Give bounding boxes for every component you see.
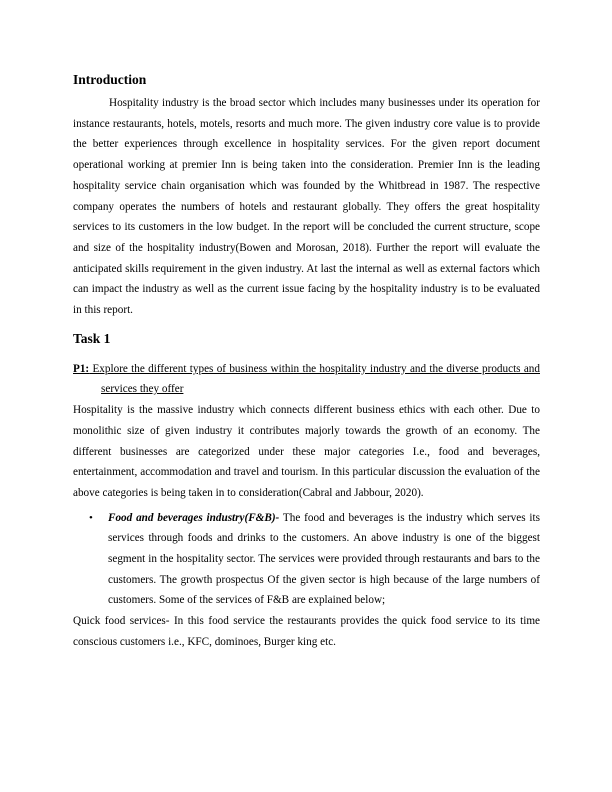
page-content	[73, 72, 540, 653]
p1-title: Explore the different types of business within the hospitality industry and the diverse products and services they offer	[89, 362, 540, 396]
task-paragraph: Hospitality is the massive industry which connects different business ethics with each other. Due to monolithic size of given industry it contributes majorly towards the growth of an economy. The different businesses are categorized under these major categories I.e., food and beverages, entertainment, accommodation and travel and tourism. In this particular discussion the evaluation of the above categories is being taken in to consideration(Cabral and Jabbour, 2020).	[73, 404, 540, 499]
bullet-body: The food and beverages is the industry which serves its services through foods and drinks to the customers. An above industry is one of the biggest segment in the hospitality sector. The services were provided through restaurants and bars to the customers. The growth prospectus Of the given sector is high because of the large numbers of customers. Some of the services of F&B are explained below;	[108, 511, 540, 607]
task-heading: Task 1	[73, 330, 111, 346]
p1-label: P1:	[73, 362, 90, 375]
introduction-heading: Introduction	[73, 72, 147, 87]
p1-question	[73, 359, 540, 400]
introduction-paragraph: Hospitality industry is the broad sector which includes many businesses under its operation for instance restaurants, hotels, motels, resorts and much more. The given industry core value is to provide the better experiences through excellence in hospitality services. For the given report document operational working at premier Inn is being taken into the consideration. Premier Inn is the leading hospitality service chain organisation which was founded by the Whitbread in 1987. The respective company operates the numbers of hotels and restaurant globally. They offers the great hospitality services to its customers in the low budget. In the report will be concluded the current structure, scope and size of the hospitality industry(Bowen and Morosan, 2018). Further the report will evaluate the anticipated skills requirement in the given industry. At last the internal as well as external factors which can impact the industry as well as the current issue facing by the hospitality industry is to be evaluated in this report.	[73, 97, 540, 317]
quick-food-paragraph: Quick food services- In this food service the restaurants provides the quick food service to its time conscious customers i.e., KFC, dominoes, Burger king etc.	[73, 615, 540, 648]
bullet-title: Food and beverages industry(F&B)-	[108, 511, 280, 524]
bullet-icon: •	[89, 511, 93, 524]
list-item	[73, 508, 540, 612]
